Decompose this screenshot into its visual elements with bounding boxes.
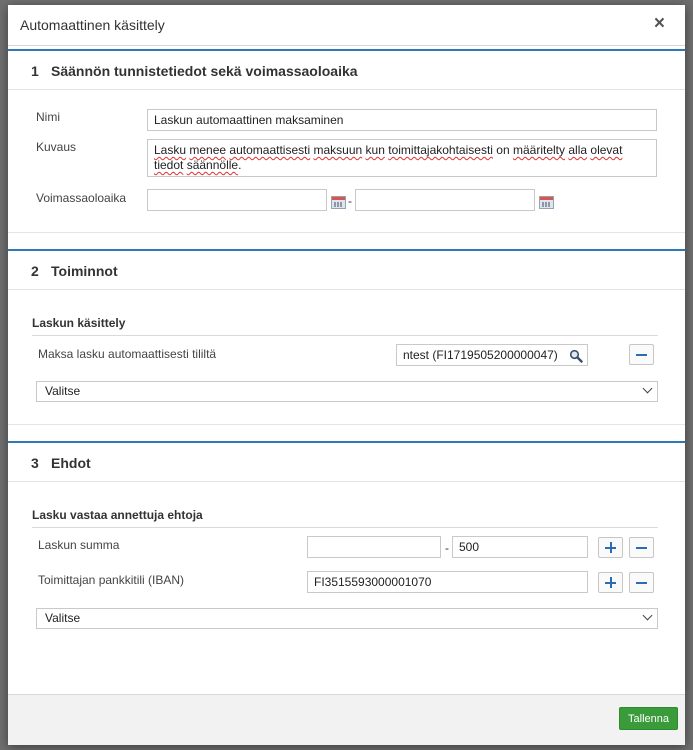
- section-2-body: [8, 290, 685, 424]
- subheading-divider: [32, 527, 658, 528]
- sum-min-input[interactable]: [307, 536, 441, 558]
- action-select[interactable]: [36, 381, 658, 402]
- add-iban-condition-button[interactable]: [598, 572, 623, 593]
- remove-sum-condition-button[interactable]: [629, 537, 654, 558]
- remove-iban-condition-button[interactable]: [629, 572, 654, 593]
- section-1-body: [8, 90, 685, 232]
- close-icon[interactable]: ×: [653, 13, 665, 34]
- pay-account-label: Maksa lasku automaattisesti tililtä: [38, 347, 217, 361]
- condition-select-value: Valitse: [45, 611, 81, 625]
- iban-label: Toimittajan pankkitili (IBAN): [38, 573, 185, 587]
- section-1-title: Säännön tunnistetiedot sekä voimassaoloaika: [51, 63, 358, 79]
- dialog-title: Automaattinen käsittely: [20, 17, 165, 33]
- validity-start-input[interactable]: [147, 189, 327, 211]
- section-2-subheading: Laskun käsittely: [32, 316, 126, 330]
- description-word: Lasku: [154, 143, 187, 157]
- add-sum-condition-button[interactable]: [598, 537, 623, 558]
- description-label: Kuvaus: [36, 140, 77, 154]
- calendar-icon[interactable]: [331, 196, 346, 209]
- section-3-subheading: Lasku vastaa annettuja ehtoja: [32, 508, 203, 522]
- description-word: säännölle: [186, 158, 239, 172]
- rule-dialog: [8, 5, 685, 745]
- dialog-footer: [8, 694, 685, 745]
- validity-label: Voimassaoloaika: [36, 191, 127, 205]
- validity-end-input[interactable]: [355, 189, 535, 211]
- name-label: Nimi: [36, 110, 60, 124]
- search-icon[interactable]: [569, 349, 583, 363]
- section-divider: [8, 232, 685, 249]
- description-textarea[interactable]: [147, 139, 657, 177]
- description-word: määritelty: [513, 143, 566, 157]
- sum-separator: -: [445, 541, 449, 555]
- description-word: menee: [189, 143, 227, 157]
- name-input[interactable]: Laskun automaattinen maksaminen: [147, 109, 657, 131]
- section-2-header: [8, 249, 685, 290]
- description-word: olevat: [590, 143, 623, 157]
- calendar-icon[interactable]: [539, 196, 554, 209]
- description-word: on: [496, 143, 510, 157]
- chevron-down-icon: [643, 611, 653, 621]
- pay-account-value: ntest (FI1719505200000047): [403, 348, 558, 362]
- section-3-header: [8, 441, 685, 482]
- description-word: alla: [568, 143, 588, 157]
- description-word: kun: [365, 143, 385, 157]
- description-suffix: .: [238, 158, 242, 172]
- pay-account-input[interactable]: [396, 344, 588, 366]
- section-2-title: Toiminnot: [51, 263, 118, 279]
- description-word: automaattisesti: [229, 143, 311, 157]
- description-word: tiedot: [154, 158, 184, 172]
- section-1-number: 1: [31, 63, 39, 79]
- sum-label: Laskun summa: [38, 538, 120, 552]
- action-select-value: Valitse: [45, 384, 81, 398]
- remove-action-button[interactable]: [629, 344, 654, 365]
- save-button[interactable]: Tallenna: [619, 707, 678, 730]
- sum-max-input[interactable]: 500: [452, 536, 588, 558]
- validity-separator: -: [348, 194, 352, 208]
- section-divider: [8, 424, 685, 441]
- section-3-number: 3: [31, 455, 39, 471]
- section-3-body: [8, 482, 685, 697]
- section-3-title: Ehdot: [51, 455, 91, 471]
- section-1-header: [8, 49, 685, 90]
- description-text: [154, 143, 622, 172]
- subheading-divider: [32, 335, 658, 336]
- condition-select[interactable]: [36, 608, 658, 629]
- description-word: toimittajakohtaisesti: [388, 143, 493, 157]
- chevron-down-icon: [643, 384, 653, 394]
- iban-input[interactable]: FI3515593000001070: [307, 571, 588, 593]
- section-2-number: 2: [31, 263, 39, 279]
- description-word: maksuun: [313, 143, 363, 157]
- dialog-header: [8, 5, 685, 46]
